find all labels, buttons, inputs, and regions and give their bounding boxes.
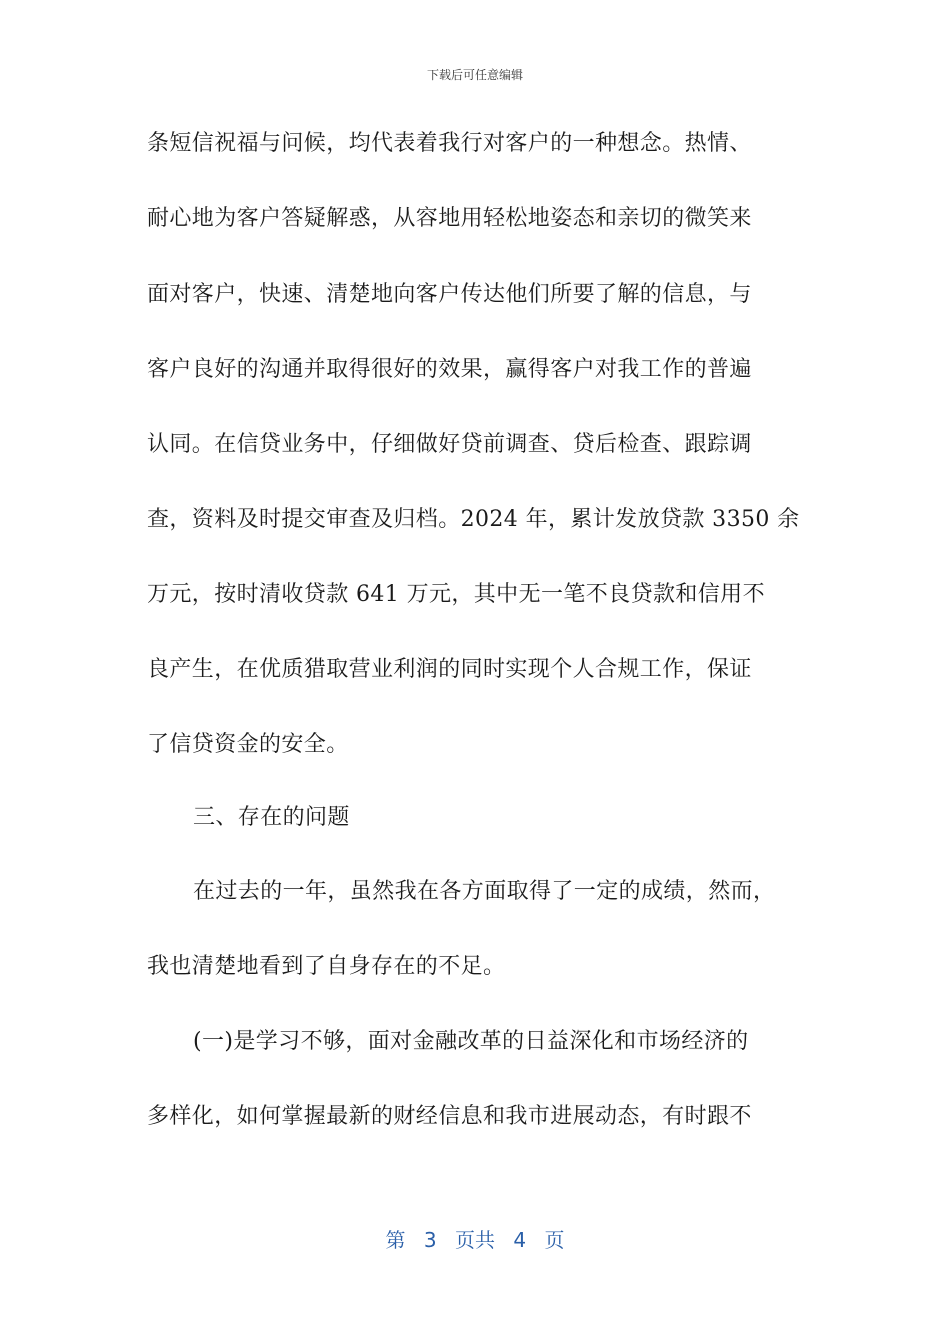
paragraph-line: 我也清楚地看到了自身存在的不足。 (147, 954, 506, 979)
paragraph-line: 万元，按时清收贷款 641 万元，其中无一笔不良贷款和信用不 (147, 582, 765, 607)
paragraph-line: 多样化，如何掌握最新的财经信息和我市进展动态，有时跟不 (147, 1104, 752, 1129)
paragraph-line: 查，资料及时提交审查及归档。2024 年，累计发放贷款 3350 余 (147, 507, 800, 532)
paragraph-line: 客户良好的沟通并取得很好的效果，赢得客户对我工作的普遍 (147, 357, 752, 382)
paragraph-line: (一)是学习不够，面对金融改革的日益深化和市场经济的 (193, 1029, 749, 1054)
section-heading: 三、存在的问题 (193, 805, 350, 830)
footer-prefix: 第 (385, 1228, 406, 1252)
page-header (0, 66, 950, 83)
paragraph-line: 面对客户，快速、清楚地向客户传达他们所要了解的信息，与 (147, 282, 752, 307)
current-page-number: 3 (423, 1228, 437, 1252)
total-page-count: 4 (513, 1228, 527, 1252)
footer-suffix: 页 (544, 1228, 565, 1252)
paragraph-line: 条短信祝福与问候，均代表着我行对客户的一种想念。热情、 (147, 131, 752, 156)
page-footer (0, 1224, 950, 1253)
paragraph-line: 认同。在信贷业务中，仔细做好贷前调查、贷后检查、跟踪调 (147, 432, 752, 457)
paragraph-line: 耐心地为客户答疑解惑，从容地用轻松地姿态和亲切的微笑来 (147, 206, 752, 231)
paragraph-line: 了信贷资金的安全。 (147, 732, 349, 757)
paragraph-line: 良产生，在优质猎取营业利润的同时实现个人合规工作，保证 (147, 657, 752, 682)
footer-middle: 页共 (455, 1228, 495, 1252)
paragraph-line: 在过去的一年，虽然我在各方面取得了一定的成绩，然而， (193, 879, 776, 904)
header-note: 下载后可任意编辑 (426, 68, 523, 82)
